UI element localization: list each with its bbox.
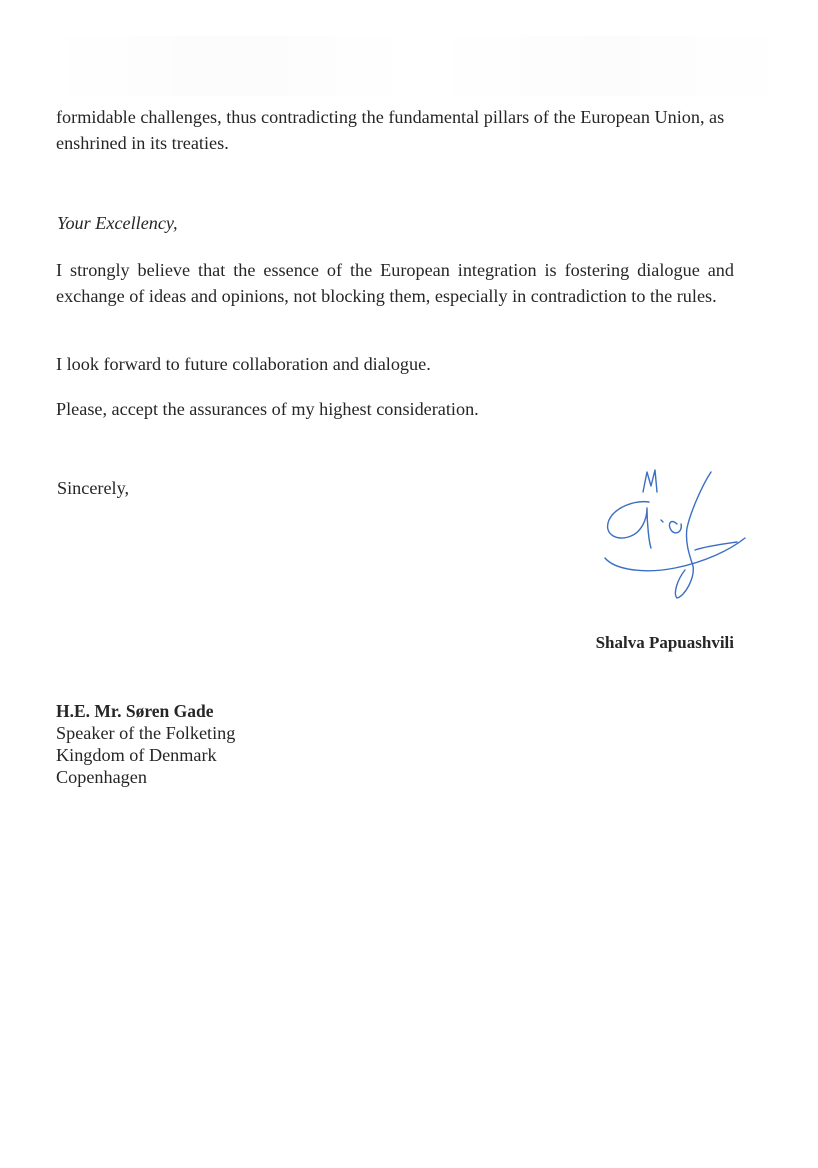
handwritten-signature	[585, 462, 755, 602]
salutation: Your Excellency,	[57, 213, 178, 233]
recipient-country: Kingdom of Denmark	[56, 745, 217, 765]
closing: Sincerely,	[57, 478, 130, 498]
paragraph-belief: I strongly believe that the essence of the European integration is fostering dialogue and exchange of ideas and opinions, not blocking them, especially in contradiction to the rules.	[56, 260, 734, 306]
paragraph-consideration: Please, accept the assurances of my highest consideration.	[56, 399, 479, 419]
scan-artifact	[40, 36, 800, 96]
continuation-paragraph: formidable challenges, thus contradicting the fundamental pillars of the European Union, as enshrined in its treaties.	[56, 107, 725, 153]
paragraph-forward: I look forward to future collaboration and dialogue.	[56, 354, 431, 374]
signer-name: Shalva Papuashvili	[595, 633, 734, 652]
recipient-city: Copenhagen	[56, 767, 147, 787]
recipient-address	[56, 700, 235, 788]
recipient-title: Speaker of the Folketing	[56, 723, 236, 743]
recipient-name: H.E. Mr. Søren Gade	[56, 701, 214, 721]
